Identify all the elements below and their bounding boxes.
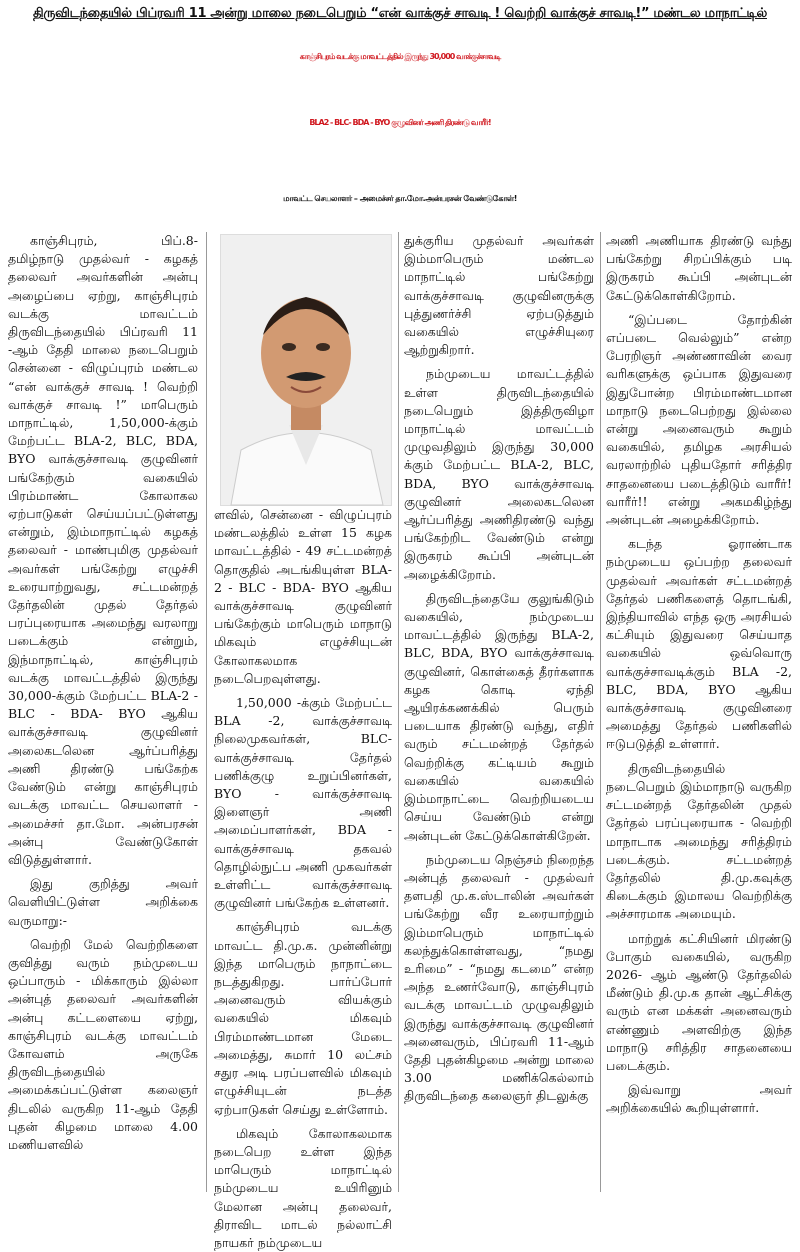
column-rule (600, 232, 601, 1192)
paragraph: மிகவும் கோலாகலமாக நடைபெற உள்ள இந்த மாபெரும் மாநாட்டில் நம்முடைய உயிரினும் மேலான அன்பு தலைவர், திராவிட மாடல் நல்லாட்சி நாயகர் நம்முடைய (214, 1125, 392, 1250)
column-rule (206, 232, 207, 1192)
paragraph: துக்குரிய முதல்வர் அவர்கள் இம்மாபெரும் மண்டல மாநாட்டில் பங்கேற்று வாக்குச்சாவடி குழுவினருக்கு புத்துணர்ச்சி ஏற்படுத்தும் வகையில் எழுச்சியுரை ஆற்றுகிறார். (404, 233, 594, 358)
minister-photo (220, 234, 392, 506)
paragraph: மாற்றுக் கட்சியினர் மிரண்டு போகும் வகையில், வருகிற 2026- ஆம் ஆண்டு தேர்தலில் மீண்டும் தி.மு.க தான் ஆட்சிக்கு வரும் என மக்கள் அனைவரும் எண்ணும் அளவிற்கு இந்த மாநாடு சரித்திர சாதனையை படைக்கும். (606, 930, 792, 1073)
headline-line-2: BLA2 - BLC- BDA - BYO குழுவினர் அணி திரண்டு வாரீர்! (309, 118, 491, 127)
article-column-4 (606, 232, 792, 1195)
article-column-2 (214, 506, 392, 1250)
paragraph: திருவிடந்தையே குலுங்கிடும் வகையில், நம்முடைய மாவட்டத்தில் இருந்து BLA-2, BLC, BDA, BYO வாக்குச்சாவடி குழுவினர், கொள்கைத் தீரர்களாக கழக கொடி ஏந்தி ஆயிரக்கணக்கில் பெரும் படையாக திரண்டு வந்து, எதிர் வரும் சட்டமன்றத் தேர்தல் வெற்றிக்கு கட்டியம் கூறும் வகையில் வகையில் இம்மாநாட்டை வெற்றியடைய செய்ய வேண்டும் என்று அன்புடன் கேட்டுக்கொள்கிறேன். (404, 590, 594, 843)
paragraph: நம்முடைய நெஞ்சம் நிறைந்த அன்புத் தலைவர் - முதல்வர் தளபதி மு.க.ஸ்டாலின் அவர்கள் பங்கேற்று வீர உரையாற்றும் இம்மாபெரும் மாநாட்டில் கலந்துக்கொள்ளவது, “நமது உரிமை” - “நமது கடமை” என்ற அந்த உணர்வோடு, காஞ்சிபுரம் வடக்கு மாவட்டம் முழுவதிலும் இருந்து வாக்குச்சாவடி குழுவினர் அனைவரும், பிப்ரவரி 11-ஆம் தேதி புதன்கிழமை அன்று மாலை 3.00 மணிக்கெல்லாம் திருவிடந்தை கலைஞர் திடலுக்கு (404, 851, 594, 1104)
paragraph: காஞ்சிபுரம் வடக்கு மாவட்ட தி.மு.க. முன்னின்று இந்த மாபெரும் நாநாட்டை நடத்துகிறது. பார்ப்போர் அனைவரும் வியக்கும் வகையில் மிகவும் பிரம்மாண்டமான மேடை அமைத்து, சுமார் 10 லட்சம் சதுர அடி பரப்பளவில் மிகவும் எழுச்சியுடன் நடத்த ஏற்பாடுகள் செய்து உள்ளோம். (214, 919, 392, 1117)
paragraph: இது குறித்து அவர் வெளியிட்டுள்ள அறிக்கை வருமாறு:- (8, 876, 198, 928)
paragraph: வெற்றி மேல் வெற்றிகளை குவித்து வரும் நம்முடைய ஒப்பாரும் - மிக்காரும் இல்லா அன்புத் தலைவர் அவர்களின் அன்பு கட்டளையை ஏற்று, காஞ்சிபுரம் வடக்கு மாவட்டம் கோவளம் அருகே திருவிடந்தையில் அமைக்கப்பட்டுள்ள கலைஞர் திடலில் வருகிற 11-ஆம் தேதி புதன் கிழமை மாலை 4.00 மணியளவில் (8, 936, 198, 1152)
article-column-3 (404, 232, 594, 1195)
kicker-line: திருவிடந்தையில் பிப்ரவரி 11 அன்று மாலை நடைபெறும் “என் வாக்குச் சாவடி ! வெற்றி வாக்குச் சாவடி!” மண்டல மாநாட்டில் (33, 6, 767, 21)
paragraph: “இப்படை தோற்கின் எப்படை வெல்லும்” என்ற பேரறிஞர் அண்ணாவின் வைர வரிகளுக்கு ஒப்பாக இதுவரை இதுபோன்ற பிரம்மாண்டமான மாநாடு நடைபெற்றது இல்லை என்று அனைவரும் கூறும் வகையில், தமிழக அரசியல் வரலாற்றில் புதியதோர் சரித்திர சாதனையை படைத்திடும் வாரீர்! வாரீர்!! என்று அகமகிழ்ந்து அன்புடன் அழைக்கிறோம். (606, 311, 792, 528)
paragraph: நம்முடைய மாவட்டத்தில் உள்ள திருவிடந்தையில் நடைபெறும் இத்திருவிழா மாநாட்டில் மாவட்டம் முழுவதிலும் இருந்து 30,000 க்கும் மேற்பட்ட BLA-2, BLC, BDA, BYO வாக்குச்சாவடி குழுவினர் அலைகடலென ஆர்ப்பரித்து அணிதிரண்டு வந்து பங்கேற்றிட வேண்டும் என்று இருகரம் கூப்பி அன்புடன் அழைக்கிறோம். (404, 366, 594, 582)
portrait-illustration (221, 235, 391, 505)
headline-line-1: காஞ்சிபுரம் வடக்கு மாவட்டத்தில் இருந்து 30,000 வாக்குச்சாவடி (299, 52, 501, 61)
paragraph: திருவிடந்தையில் நடைபெறும் இம்மாநாடு வருகிற சட்டமன்றத் தேர்தலின் முதல் தேர்தல் பரப்புரையாக - வெற்றி மாநாடாக அமைந்து சரித்திரம் படைக்கும். சட்டமன்றத் தேர்தலில் தி.மு.கவுக்கு கிடைக்கும் இமாலய வெற்றிக்கு அச்சாரமாக அமையும். (606, 760, 792, 922)
paragraph: கடந்த ஓராண்டாக நம்முடைய ஒப்பற்ற தலைவர் முதல்வர் அவர்கள் சட்டமன்றத் தேர்தல் பணிகளைத் தொடங்கி, இந்தியாவில் எந்த ஒரு அரசியல் கட்சியும் இதுவரை செய்யாத வகையில் ஒவ்வொரு வாக்குச்சாவடிக்கும் BLA -2, BLC, BDA, BYO ஆகிய வாக்குச்சாவடி குழுவினரை அமைத்து தேர்தல் பணிகளில் ஈடுபடுத்தி உள்ளார். (606, 536, 792, 752)
paragraph: 1,50,000 -க்கும் மேற்பட்ட BLA -2, வாக்குச்சாவடி நிலைமுகவர்கள், BLC- வாக்குச்சாவடி தேர்தல் பணிக்குழு உறுப்பினர்கள், BYO - வாக்குச்சாவடி இளைஞர் அணி அமைப்பாளர்கள், BDA - வாக்குச்சாவடி தகவல் தொழில்நுட்ப அணி முகவர்கள் உள்ளிட்ட வாக்குச்சாவடி குழுவினர் பங்கேற்க உள்ளனர். (214, 695, 392, 911)
paragraph: ளவில், சென்னை - விழுப்புரம் மண்டலத்தில் உள்ள 15 கழக மாவட்டத்தில் - 49 சட்டமன்றத் தொகுதில் அடங்கியுள்ள BLA-2 - BLC - BDA- BYO ஆகிய வாக்குச்சாவடி குழுவினர் பங்கேற்கும் மாபெரும் மாநாடு மிகவும் எழுச்சியுடன் கோலாகலமாக நடைபெறவுள்ளது. (214, 507, 392, 686)
column-rule (398, 232, 399, 1192)
paragraph: காஞ்சிபுரம், பிப்.8- தமிழ்நாடு முதல்வர் - கழகத் தலைவர் அவர்களின் அன்பு அழைப்பை ஏற்று, காஞ்சிபுரம் வடக்கு மாவட்டம் திருவிடந்தையில் பிப்ரவரி 11 -ஆம் தேதி மாலை நடைபெறும் சென்னை - விழுப்புரம் மண்டல “என் வாக்குச் சாவடி ! வெற்றி வாக்குச் சாவடி !” மாபெரும் மாநாட்டில், 1,50,000-க்கும் மேற்பட்ட BLA-2, BLC, BDA, BYO வாக்குச்சாவடி குழுவினர் பங்கேற்கும் வகையில் பிரம்மாண்ட கோலாகல ஏற்பாடுகள் செய்யப்பட்டுள்ளது என்றும், இம்மாநாட்டில் கழகத் தலைவர் - மாண்புமிகு முதல்வர் அவர்கள் பங்கேற்று எழுச்சி உரையாற்றுவது, சட்டமன்றத் தேர்தலின் முதல் தேர்தல் பரப்புரையாக அமைந்து வரலாறு படைக்கும் என்றும், இந்மாநாட்டில், காஞ்சிபுரம் வடக்கு மாவட்டத்தில் இருந்து 30,000-க்கும் மேற்பட்ட BLA-2 - BLC - BDA- BYO ஆகிய வாக்குச்சாவடி குழுவினர் அலைகடலென ஆர்ப்பரித்து அணி திரண்டு பங்கேற்க வேண்டும் என்று காஞ்சிபுரம் வடக்கு மாவட்ட செயலாளர் - அமைச்சர் தா.மோ. அன்பரசன் அன்பு வேண்டுகோள் விடுத்துள்ளார். (8, 233, 198, 867)
article-column-1 (8, 232, 198, 1195)
paragraph: அணி அணியாக திரண்டு வந்து பங்கேற்று சிறப்பிக்கும் படி இருகரம் கூப்பி அன்புடன் கேட்டுக்கொள்கிறோம். (606, 233, 792, 303)
subheadline: மாவட்ட செயலாளர் – அமைச்சர் தா.மோ.அன்பரசன் வேண்டுகோள்! (283, 194, 517, 203)
paragraph: இவ்வாறு அவர் அறிக்கையில் கூறியுள்ளார். (606, 1082, 792, 1116)
